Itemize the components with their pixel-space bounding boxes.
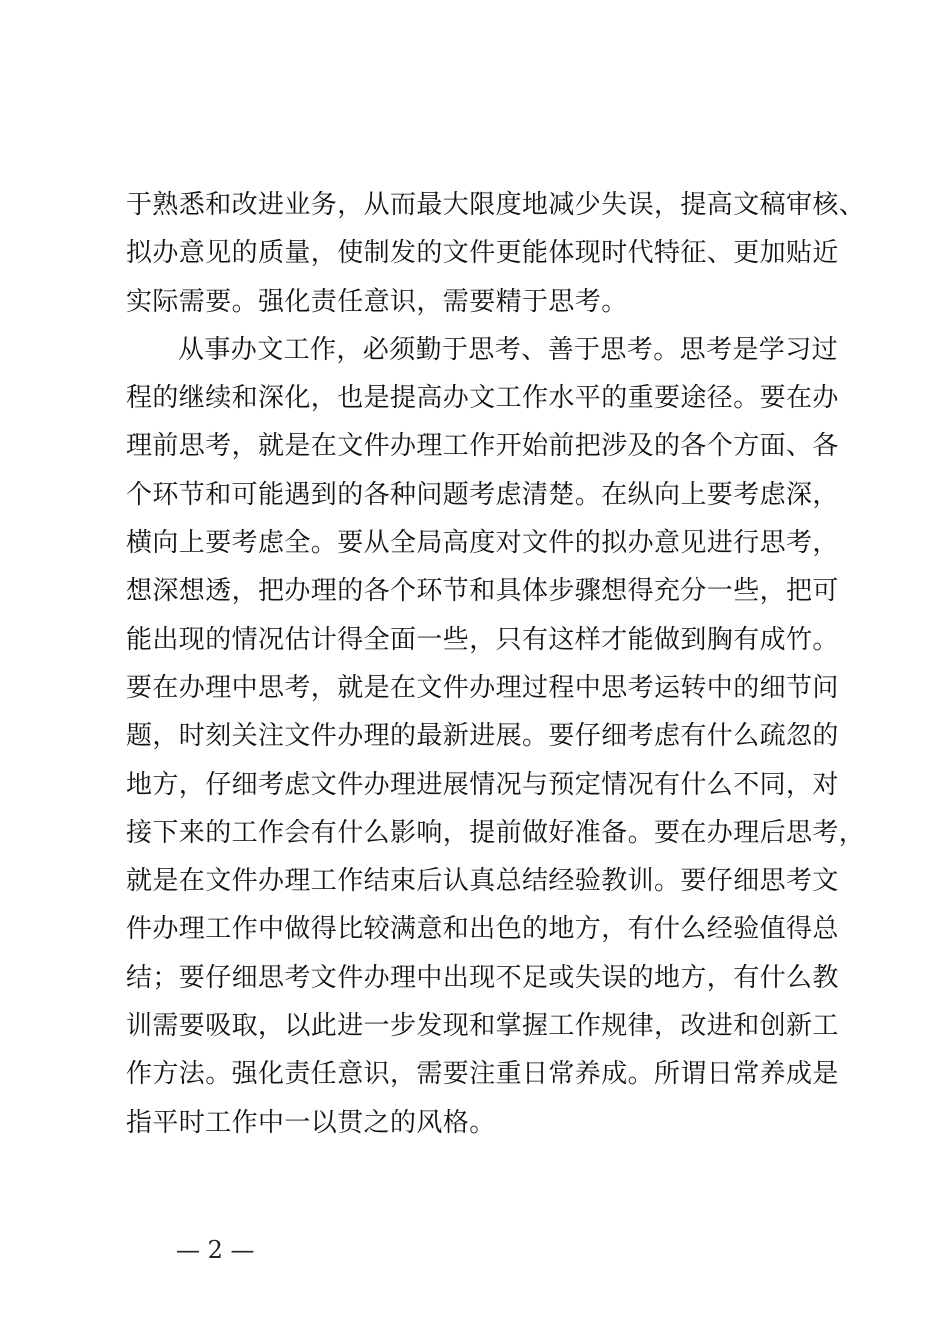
text-line: 训需要吸取，以此进一步发现和掌握工作规律，改进和创新工 (126, 1011, 839, 1042)
text-line: 拟办意见的质量，使制发的文件更能体现时代特征、更加贴近 (126, 238, 839, 269)
text-line: 程的继续和深化，也是提高办文工作水平的重要途径。要在办 (126, 383, 839, 414)
paragraph-start-line: 从事办文工作，必须勤于思考、善于思考。思考是学习过 (178, 334, 839, 365)
text-line: 实际需要。强化责任意识，需要精于思考。 (126, 286, 628, 317)
page-number: — 2 — (176, 1236, 255, 1264)
text-line: 地方，仔细考虑文件办理进展情况与预定情况有什么不同，对 (126, 769, 839, 800)
body-text (126, 181, 866, 1147)
text-line: 作方法。强化责任意识，需要注重日常养成。所谓日常养成是 (126, 1059, 839, 1090)
text-line: 件办理工作中做得比较满意和出色的地方，有什么经验值得总 (126, 914, 839, 945)
text-line: 指平时工作中一以贯之的风格。 (126, 1107, 496, 1138)
text-line: 就是在文件办理工作结束后认真总结经验教训。要仔细思考文 (126, 866, 839, 897)
text-line: 要在办理中思考，就是在文件办理过程中思考运转中的细节问 (126, 672, 839, 703)
text-line: 题，时刻关注文件办理的最新进展。要仔细考虑有什么疏忽的 (126, 721, 839, 752)
text-line: 结；要仔细思考文件办理中出现不足或失误的地方，有什么教 (126, 962, 839, 993)
text-line: 接下来的工作会有什么影响，提前做好准备。要在办理后思考， (126, 817, 866, 848)
text-line: 个环节和可能遇到的各种问题考虑清楚。在纵向上要考虑深， (126, 479, 839, 510)
text-line: 能出现的情况估计得全面一些，只有这样才能做到胸有成竹。 (126, 624, 839, 655)
text-line: 想深想透，把办理的各个环节和具体步骤想得充分一些，把可 (126, 576, 839, 607)
text-line: 理前思考，就是在文件办理工作开始前把涉及的各个方面、各 (126, 431, 839, 462)
text-line: 于熟悉和改进业务，从而最大限度地减少失误，提高文稿审核、 (126, 190, 866, 220)
text-line: 横向上要考虑全。要从全局高度对文件的拟办意见进行思考， (126, 528, 839, 559)
